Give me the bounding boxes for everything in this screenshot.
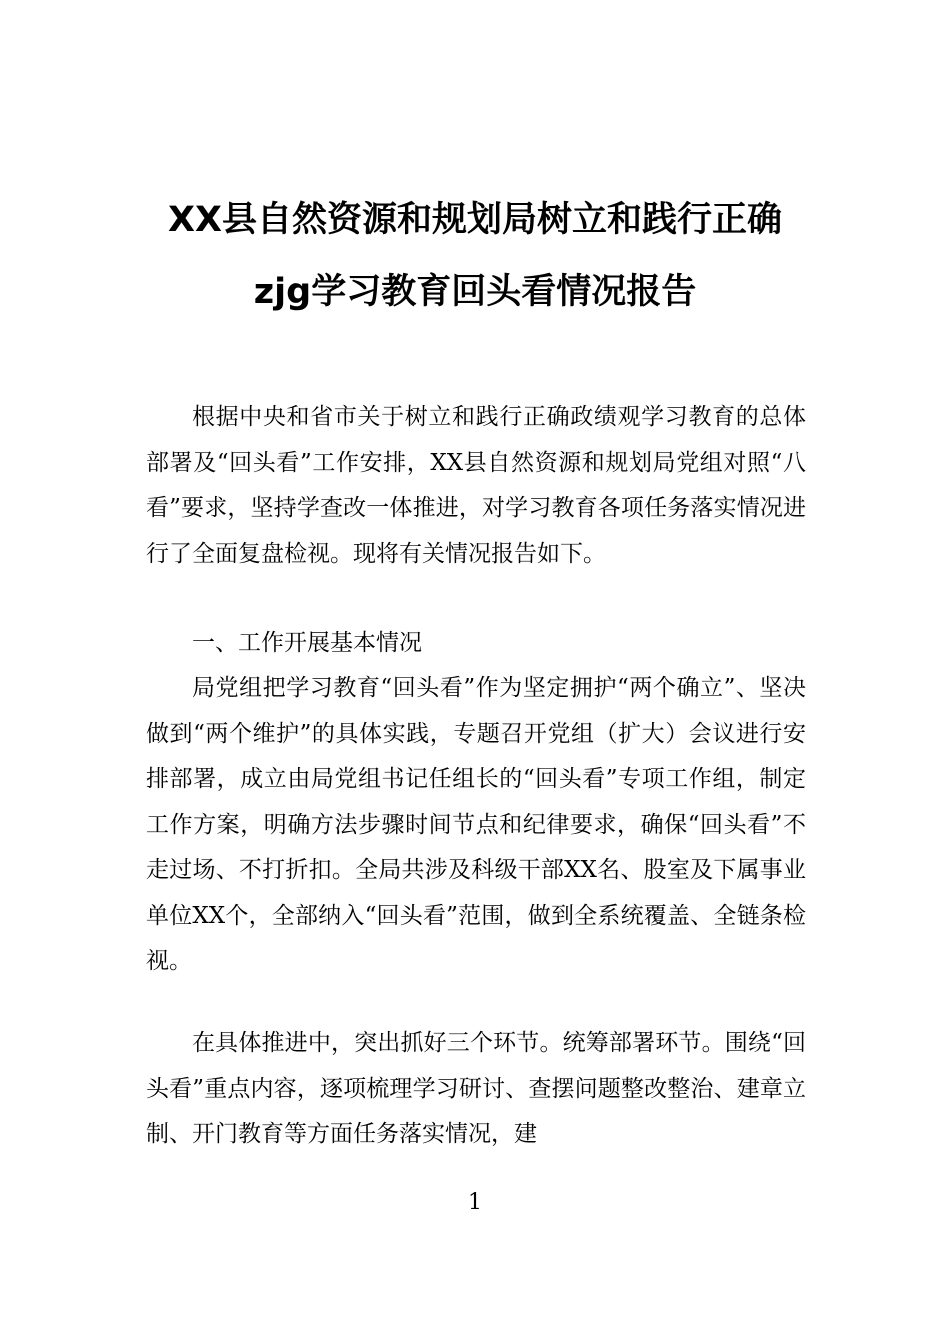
page-number: 1 (468, 1190, 482, 1215)
body-paragraph-2: 局党组把学习教育“回头看”作为坚定拥护“两个确立”、坚决做到“两个维护”的具体实践，专题召开党组（扩大）会议进行安排部署，成立由局党组书记任组长的“回头看”专项工作组，制定工作方案，明确方法步骤时间节点和纪律要求，确保“回头看”不走过场、不打折扣。全局共涉及科级干部XX名、股室及下属事业单位XX个，全部纳入“回头看”范围，做到全系统覆盖、全链条检视。 (146, 675, 806, 974)
document-title-line-1: XX县自然资源和规划局树立和践行正确 (168, 200, 782, 240)
document-title-line-2: zjg学习教育回头看情况报告 (253, 272, 697, 312)
intro-paragraph: 根据中央和省市关于树立和践行正确政绩观学习教育的总体部署及“回头看”工作安排，XX县自然资源和规划局党组对照“八看”要求，坚持学查改一体推进，对学习教育各项任务落实情况进行了全面复盘检视。现将有关情况报告如下。 (146, 404, 806, 567)
body-paragraph-3: 在具体推进中，突出抓好三个环节。统筹部署环节。围绕“回头看”重点内容，逐项梳理学习研讨、查摆问题整改整治、建章立制、开门教育等方面任务落实情况，建 (146, 1030, 806, 1147)
section-heading-1: 一、工作开展基本情况 (192, 630, 422, 656)
